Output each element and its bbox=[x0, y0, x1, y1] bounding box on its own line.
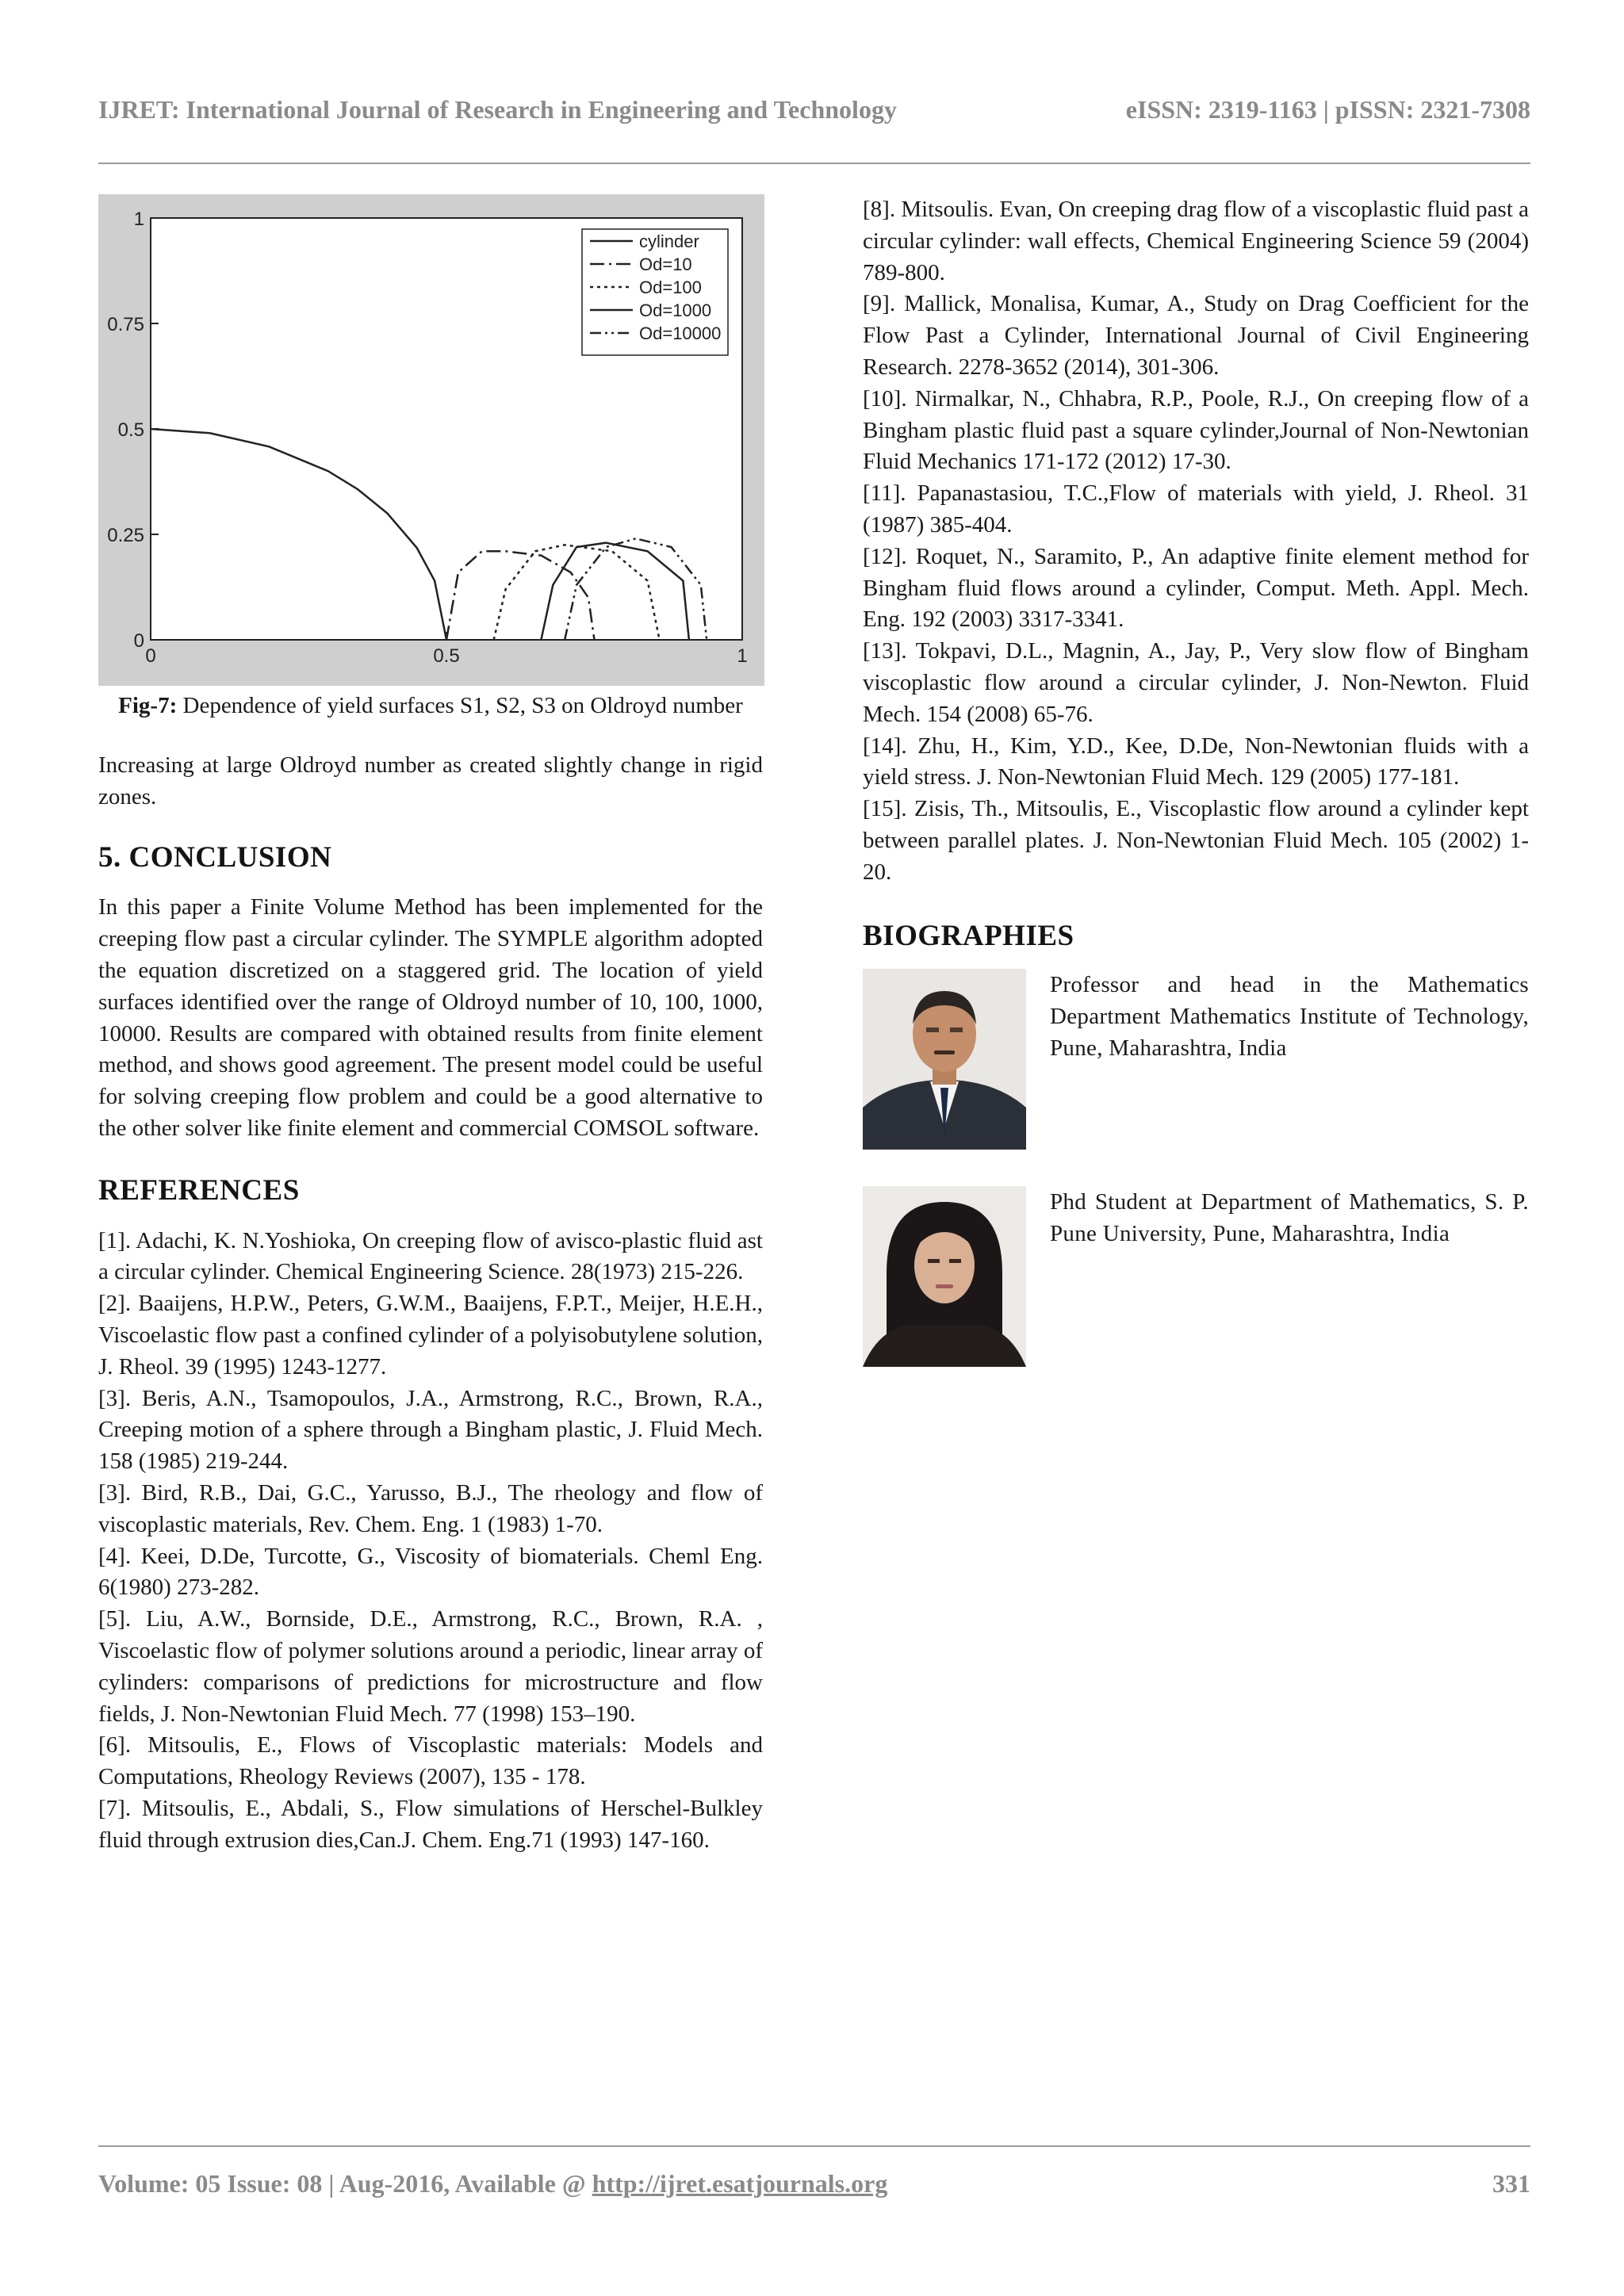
y-tick-label: 1 bbox=[133, 209, 144, 230]
author-photo bbox=[863, 1186, 1026, 1367]
conclusion-text: In this paper a Finite Volume Method has been implemented for the creeping flow past a circular cylinder. The SYMPLE algorithm adopted the equation discretized on a staggered grid. The location of yield surfaces identified over the range of Oldroyd number of 10, 100, 1000, 10000. Results are compared with obtained results from finite element method, and shows good agreement. The present model could be useful for solving creeping flow problem and could be a good alternative to the other solver like finite element and commercial COMSOL software. bbox=[98, 894, 763, 1141]
running-footer bbox=[98, 2169, 1530, 2198]
reference-item: [1]. Adachi, K. N.Yoshioka, On creeping flow of avisco-plastic fluid ast a circular cylinder. Chemical Engineering Science. 28(1973) 215-226. bbox=[98, 1227, 763, 1285]
biography-text: Professor and head in the Mathematics Department Mathematics Institute of Technology, Pune, Maharashtra, India bbox=[1050, 972, 1529, 1062]
legend-label: Od=100 bbox=[639, 277, 702, 297]
x-tick-label: 0 bbox=[145, 645, 156, 667]
figure-caption bbox=[98, 691, 763, 721]
biography-entry bbox=[863, 1186, 1529, 1367]
figure-caption-text: Dependence of yield surfaces S1, S2, S3 on Oldroyd number bbox=[177, 693, 743, 718]
author-photo bbox=[863, 969, 1026, 1150]
reference-list-right bbox=[863, 194, 1529, 889]
page-number: 331 bbox=[1492, 2169, 1530, 2198]
y-tick-label: 0.25 bbox=[107, 525, 144, 546]
x-tick-label: 0.5 bbox=[433, 645, 460, 667]
reference-item: [13]. Tokpavi, D.L., Magnin, A., Jay, P., Very slow flow of Bingham viscoplastic flow around a circular cylinder, J. Non-Newton. Fluid Mech. 154 (2008) 65-76. bbox=[863, 638, 1529, 727]
biographies-heading: BIOGRAPHIES bbox=[863, 919, 1074, 952]
reference-item: [4]. Keei, D.De, Turcotte, G., Viscosity of biomaterials. Cheml Eng. 6(1980) 273-282. bbox=[98, 1543, 763, 1601]
reference-item: [10]. Nirmalkar, N., Chhabra, R.P., Poole, R.J., On creeping flow of a Bingham plastic fluid past a square cylinder,Journal of Non-Newtonian Fluid Mechanics 171-172 (2012) 17-30. bbox=[863, 385, 1529, 475]
reference-item: [6]. Mitsoulis, E., Flows of Viscoplastic materials: Models and Computations, Rheology Reviews (2007), 135 - 178. bbox=[98, 1732, 763, 1790]
reference-item: [3]. Beris, A.N., Tsamopoulos, J.A., Armstrong, R.C., Brown, R.A., Creeping motion of a sphere through a Bingham plastic, J. Fluid Mech. 158 (1985) 219-244. bbox=[98, 1385, 763, 1475]
header-rule bbox=[98, 163, 1530, 164]
y-tick-label: 0.75 bbox=[107, 314, 144, 335]
biography-text: Phd Student at Department of Mathematics, S. P. Pune University, Pune, Maharashtra, India bbox=[1050, 1189, 1529, 1247]
reference-list-left bbox=[98, 1226, 763, 1857]
reference-item: [7]. Mitsoulis, E., Abdali, S., Flow simulations of Herschel-Bulkley fluid through extrusion dies,Can.J. Chem. Eng.71 (1993) 147-160. bbox=[98, 1795, 763, 1853]
reference-item: [9]. Mallick, Monalisa, Kumar, A., Study on Drag Coefficient for the Flow Past a Cylinder, International Journal of Civil Engineering Research. 2278-3652 (2014), 301-306. bbox=[863, 291, 1529, 380]
left-column bbox=[98, 194, 763, 1857]
reference-item: [11]. Papanastasiou, T.C.,Flow of materials with yield, J. Rheol. 31 (1987) 385-404. bbox=[863, 480, 1529, 538]
reference-item: [2]. Baaijens, H.P.W., Peters, G.W.M., Baaijens, F.P.T., Meijer, H.E.H., Viscoelastic flow past a confined cylinder of a polyisobutylene solution, J. Rheol. 39 (1995) 1243-1277. bbox=[98, 1291, 763, 1380]
reference-item: [5]. Liu, A.W., Bornside, D.E., Armstrong, R.C., Brown, R.A. , Viscoelastic flow of polymer solutions around a periodic, linear array of cylinders: comparisons of predictions for microstructure and flow fields, J. Non-Newtonian Fluid Mech. 77 (1998) 153–190. bbox=[98, 1606, 763, 1727]
reference-item: [15]. Zisis, Th., Mitsoulis, E., Viscoplastic flow around a cylinder kept between parallel plates. J. Non-Newtonian Fluid Mech. 105 (2002) 1-20. bbox=[863, 796, 1529, 885]
yield-surface-chart bbox=[98, 194, 764, 686]
biography-entry bbox=[863, 969, 1529, 1150]
footer-volume bbox=[98, 2169, 887, 2198]
issn: eISSN: 2319-1163 | pISSN: 2321-7308 bbox=[1125, 95, 1530, 124]
footer-volume-text: Volume: 05 Issue: 08 | Aug-2016, Available @ bbox=[98, 2169, 592, 2198]
legend-label: cylinder bbox=[639, 232, 699, 251]
yield-surface-figure bbox=[98, 194, 764, 686]
y-tick-label: 0.5 bbox=[117, 419, 144, 441]
right-column bbox=[863, 194, 1529, 1367]
reference-item: [14]. Zhu, H., Kim, Y.D., Kee, D.De, Non-Newtonian fluids with a yield stress. J. Non-Newtonian Fluid Mech. 129 (2005) 177-181. bbox=[863, 733, 1529, 790]
body-paragraph: Increasing at large Oldroyd number as created slightly change in rigid zones. bbox=[98, 752, 763, 809]
reference-item: [12]. Roquet, N., Saramito, P., An adaptive finite element method for Bingham fluid flows around a cylinder, Comput. Meth. Appl. Mech. Eng. 192 (2003) 3317-3341. bbox=[863, 543, 1529, 633]
footer-rule bbox=[98, 2145, 1530, 2147]
journal-link[interactable]: http://ijret.esatjournals.org bbox=[592, 2169, 888, 2198]
y-tick-label: 0 bbox=[133, 630, 144, 652]
legend-label: Od=10000 bbox=[639, 323, 722, 343]
reference-item: [8]. Mitsoulis. Evan, On creeping drag flow of a viscoplastic fluid past a circular cylinder: wall effects, Chemical Engineering Science 59 (2004) 789-800. bbox=[863, 197, 1529, 285]
running-header bbox=[98, 95, 1530, 124]
legend-label: Od=1000 bbox=[639, 300, 712, 320]
journal-title: IJRET: International Journal of Research in Engineering and Technology bbox=[98, 95, 897, 124]
conclusion-heading: 5. CONCLUSION bbox=[98, 840, 332, 874]
x-tick-label: 1 bbox=[737, 645, 748, 667]
figure-caption-label: Fig-7: bbox=[118, 693, 178, 718]
references-heading: REFERENCES bbox=[98, 1173, 300, 1207]
reference-item: [3]. Bird, R.B., Dai, G.C., Yarusso, B.J., The rheology and flow of viscoplastic materials, Rev. Chem. Eng. 1 (1983) 1-70. bbox=[98, 1479, 763, 1537]
legend-label: Od=10 bbox=[639, 254, 692, 274]
